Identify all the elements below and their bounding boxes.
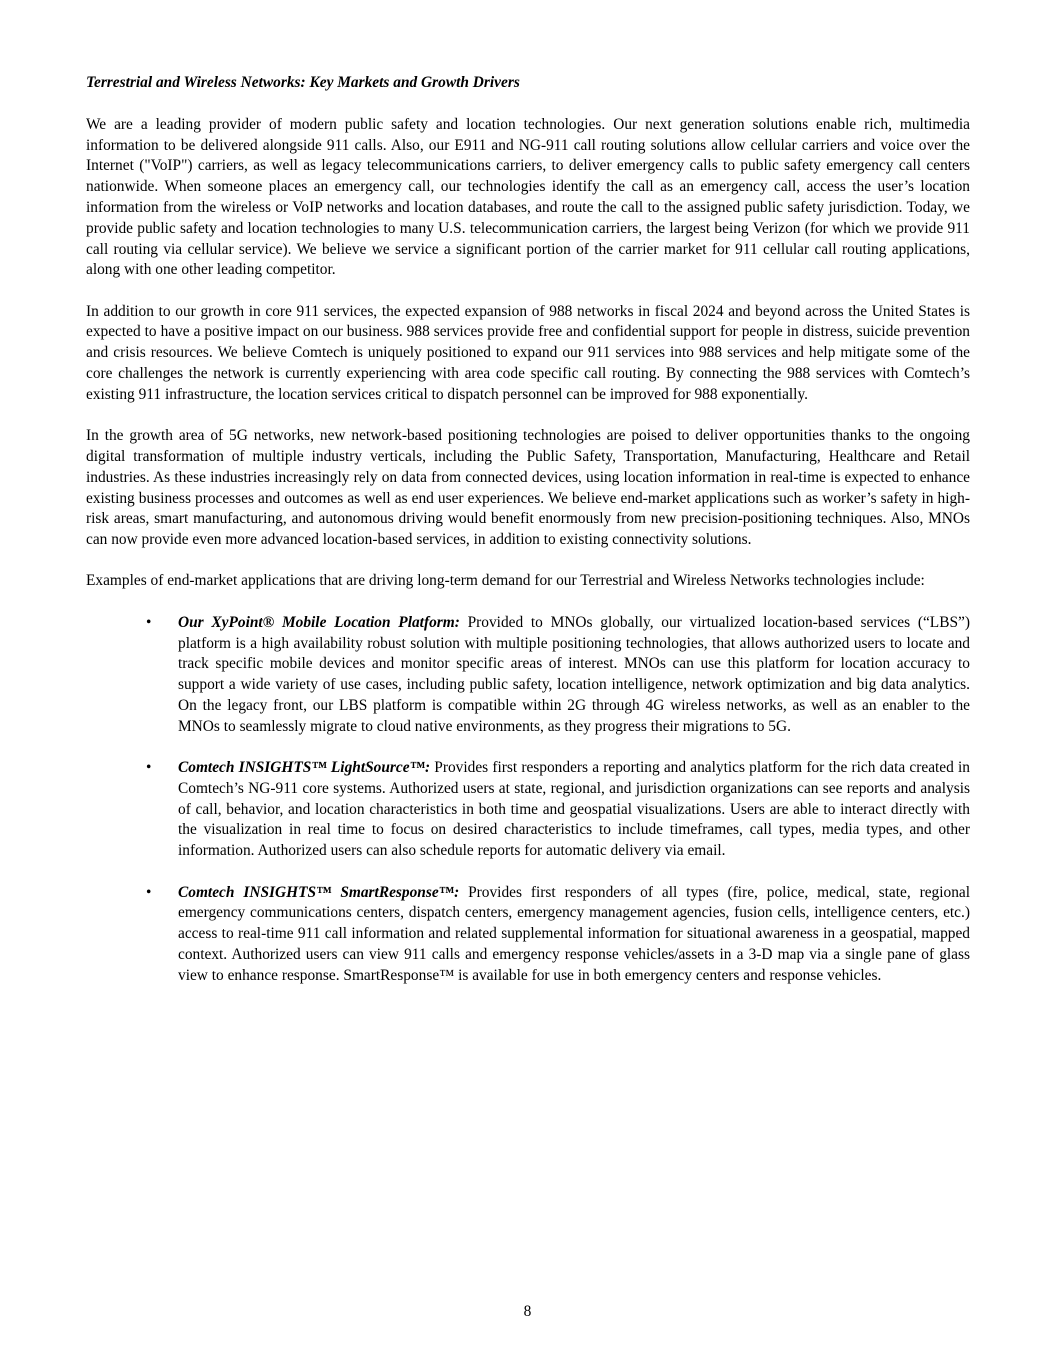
document-page	[86, 73, 970, 1007]
bullet-icon: •	[146, 613, 152, 631]
list-item-xypoint	[86, 613, 970, 738]
list-item-text: Provides first responders a reporting and analytics platform for the rich data created in Comtech’s NG-911 core systems. Authorized users at state, regional, and jurisdiction organizations can see reports and analysis of call, behavior, and location characteristics in both time and geospatial visualizations. Users are able to interact directly with the visualization in real time to focus on desired characteristics to include timeframes, call types, media types, and other information. Authorized users can also schedule reports for automatic delivery via email.	[178, 759, 971, 860]
list-item-title: Comtech INSIGHTS™ LightSource™:	[178, 759, 431, 777]
paragraph-5g: In the growth area of 5G networks, new network-based positioning technologies are poised to deliver opportunities thanks to the ongoing digital transformation of multiple industry verticals, including the Public Safety, Transportation, Manufacturing, Healthcare and Retail industries. As these industries increasingly rely on data from connected devices, using location information in real-time is expected to enhance existing business processes and outcomes as well as end user experiences. We believe end-market applications such as worker’s safety in high-risk areas, smart manufacturing, and autonomous driving would benefit enormously from new precision-positioning techniques. Also, MNOs can now provide even more advanced location-based services, in addition to existing connectivity solutions.	[86, 427, 970, 549]
list-item-title: Our XyPoint® Mobile Location Platform:	[178, 613, 460, 631]
page-number: 8	[523, 1303, 532, 1320]
list-item-text: Provided to MNOs globally, our virtualized location-based services (“LBS”) platform is a high availability robust solution with multiple positioning technologies, that allows authorized users to locate and track specific mobile devices and monitor specific areas of interest. MNOs can use this platform for location accuracy to support a wide variety of use cases, including public safety, location intelligence, network optimization and big data analytics. On the legacy front, our LBS platform is compatible within 2G through 4G wireless networks, as well as an enabler to the MNOs to seamlessly migrate to cloud native environments, as they progress their migrations to 5G.	[178, 613, 970, 735]
list-item-title: Comtech INSIGHTS™ SmartResponse™:	[178, 883, 460, 901]
list-item-smartresponse	[86, 883, 970, 987]
paragraph-examples: Examples of end-market applications that are driving long-term demand for our Terrestrial and Wireless Networks technologies include:	[86, 572, 925, 590]
application-list	[86, 613, 970, 987]
list-item-text: Provides first responders of all types (fire, police, medical, state, regional emergency communications centers, dispatch centers, emergency management agencies, fusion cells, intelligence centers, etc.) access to real-time 911 call information and related supplemental information for situational awareness in a geospatial, mapped context. Authorized users can view 911 calls and emergency response vehicles/assets in a 3-D map via a single pane of glass view to enhance response. SmartResponse™ is available for use in both emergency centers and response vehicles.	[178, 883, 970, 984]
paragraph-988: In addition to our growth in core 911 services, the expected expansion of 988 networks in fiscal 2024 and beyond across the United States is expected to have a positive impact on our business. 988 services provide free and confidential support for people in distress, suicide prevention and crisis resources. We believe Comtech is uniquely positioned to expand our 911 services into 988 services and help mitigate some of the core challenges the network is currently experiencing with area code specific call routing. By connecting the 988 services with Comtech’s existing 911 infrastructure, the location services critical to dispatch personnel can be improved for 988 exponentially.	[86, 302, 970, 403]
bullet-icon: •	[146, 883, 152, 901]
list-item-lightsource	[86, 758, 970, 862]
bullet-icon: •	[146, 759, 152, 777]
paragraph-intro: We are a leading provider of modern public safety and location technologies. Our next generation solutions enable rich, multimedia information to be delivered alongside 911 calls. Also, our E911 and NG-911 call routing solutions allow cellular carriers and voice over the Internet ("VoIP") carriers, as well as legacy telecommunications carriers, to deliver emergency calls to public safety emergency call centers nationwide. When someone places an emergency call, our technologies identify the call as an emergency call, access the user’s location information from the wireless or VoIP networks and location databases, and route the call to the assigned public safety jurisdiction. Today, we provide public safety and location technologies to many U.S. telecommunication carriers, the largest being Verizon (for which we provide 911 call routing via cellular service). We believe we service a significant portion of the carrier market for 911 cellular call routing applications, along with one other leading competitor.	[86, 115, 970, 279]
section-heading: Terrestrial and Wireless Networks: Key Markets and Growth Drivers	[86, 74, 520, 91]
